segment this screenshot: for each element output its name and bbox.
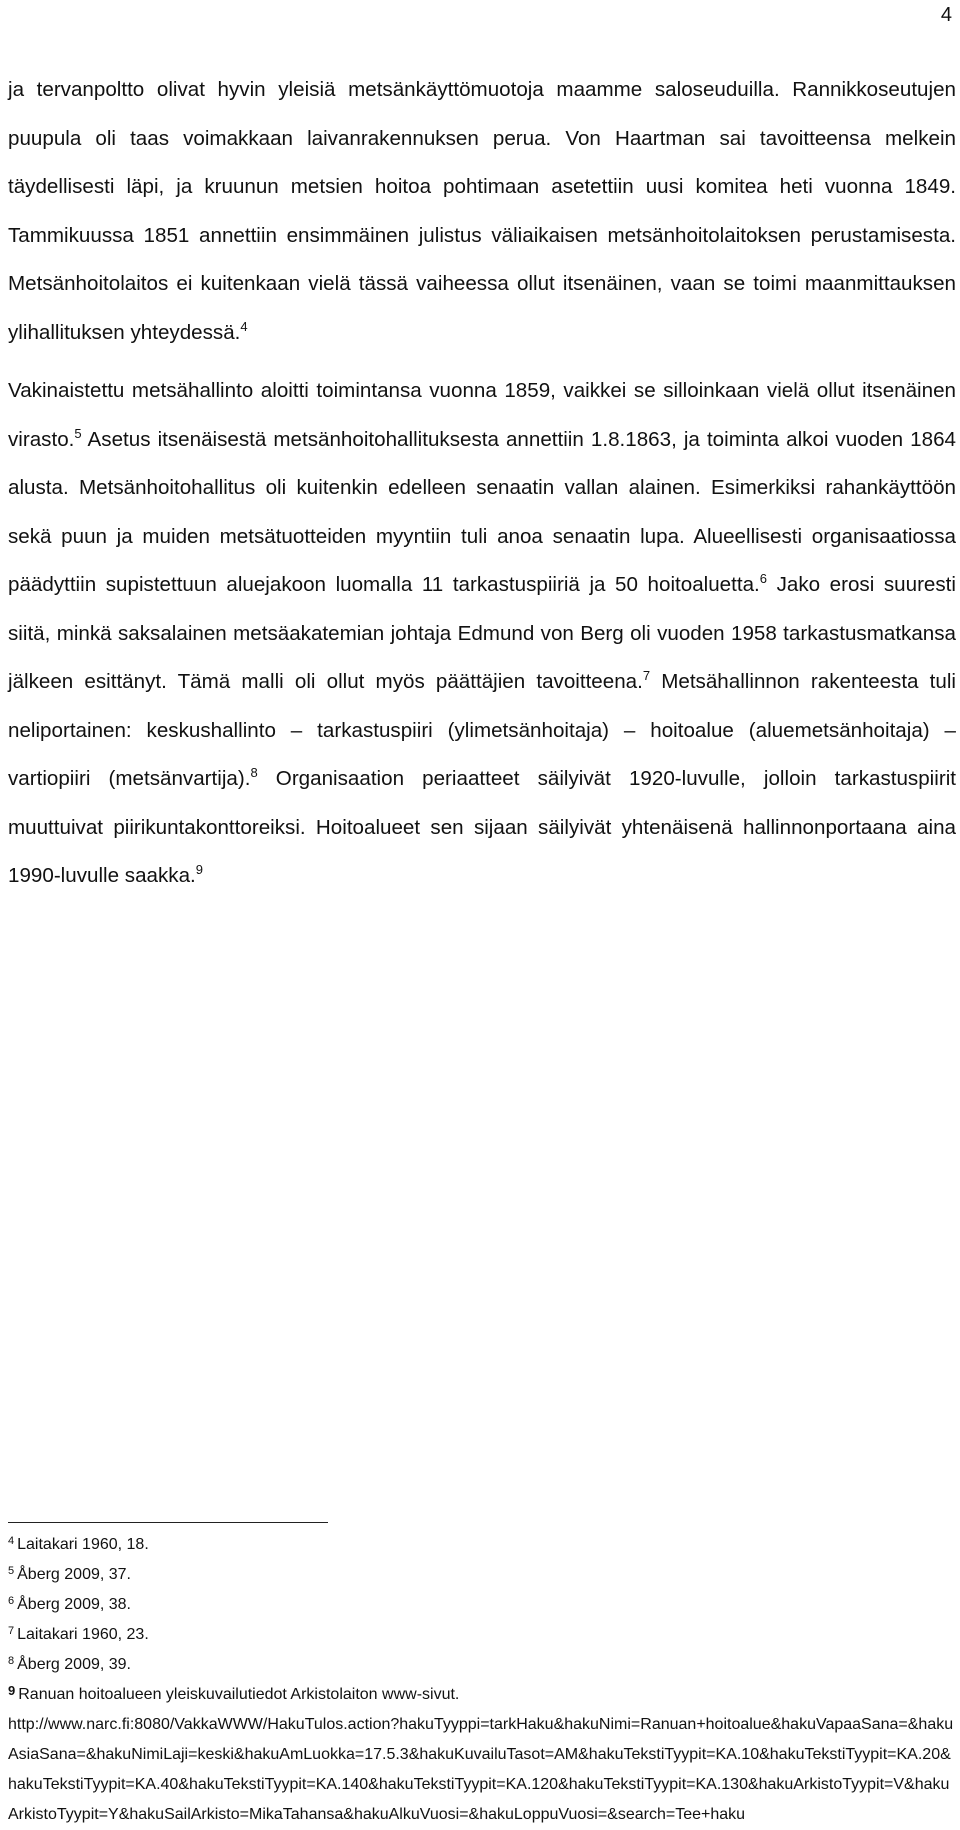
footnote-number: 7 bbox=[8, 1625, 15, 1637]
footnote-text: Laitakari 1960, 18. bbox=[17, 1536, 149, 1553]
footnote-text: Laitakari 1960, 23. bbox=[17, 1626, 149, 1643]
footnote-reference[interactable]: 5 bbox=[74, 425, 82, 441]
page-number: 4 bbox=[940, 4, 952, 26]
footnote-number: 4 bbox=[8, 1535, 15, 1547]
paragraph-text: Metsähallinnon rakenteesta tuli neliportainen: keskushallinto – tarkastuspiiri (ylimetsänhoitaja) – hoitoalue (aluemetsänhoitaja) – vartiopiiri (metsänvartija). bbox=[8, 670, 956, 790]
footnote-reference[interactable]: 4 bbox=[240, 318, 248, 334]
footnote-reference[interactable]: 6 bbox=[759, 571, 767, 586]
paragraph bbox=[8, 66, 956, 357]
footnote-text: Åberg 2009, 39. bbox=[17, 1656, 131, 1673]
footnote-number: 9 bbox=[8, 1683, 16, 1698]
footnote-number: 5 bbox=[8, 1565, 15, 1577]
footnotes bbox=[8, 1530, 956, 1830]
footnote-text: Ranuan hoitoalueen yleiskuvailutiedot Arkistolaiton www-sivut. bbox=[18, 1686, 460, 1703]
body-text bbox=[8, 66, 956, 901]
footnote-item bbox=[8, 1680, 956, 1710]
footnote-text: Åberg 2009, 37. bbox=[17, 1566, 131, 1583]
footnote-reference[interactable]: 7 bbox=[642, 668, 651, 683]
footnote-item bbox=[8, 1530, 956, 1560]
paragraph-text: Vakinaistettu metsähallinto aloitti toimintansa vuonna 1859, vaikkei se silloinkaan vielä ollut itsenäinen virasto. bbox=[8, 379, 956, 451]
footnote-reference[interactable]: 8 bbox=[250, 765, 258, 780]
footnote-number: 6 bbox=[8, 1595, 15, 1607]
footnote-divider bbox=[8, 1522, 328, 1523]
footnote-number: 8 bbox=[8, 1655, 15, 1667]
footnote-list bbox=[8, 1530, 956, 1710]
paragraph-text: ja tervanpoltto olivat hyvin yleisiä metsänkäyttömuotoja maamme saloseuduilla. Rannikkoseutujen puupula oli taas voimakkaan laivanrakennuksen perua. Von Haartman sai tavoitteensa melkein täydellisesti läpi, ja kruunun metsien hoitoa pohtimaan asetettiin uusi komitea heti vuonna 1849. Tammikuussa 1851 annettiin ensimmäinen julistus väliaikaisen metsänhoitolaitoksen perustamisesta. Metsänhoitolaitos ei kuitenkaan vielä tässä vaiheessa ollut itsenäinen, vaan se toimi maanmittauksen ylihallituksen yhteydessä. bbox=[8, 78, 956, 344]
footnote-item bbox=[8, 1650, 956, 1680]
paragraph-text: Jako erosi suuresti siitä, minkä saksalainen metsäakatemian johtaja Edmund von Berg oli vuoden 1958 tarkastusmatkansa jälkeen esittänyt. Tämä malli oli ollut myös päättäjien tavoitteena. bbox=[8, 573, 956, 693]
footnote-url[interactable]: http://www.narc.fi:8080/VakkaWWW/HakuTulos.action?hakuTyyppi=tarkHaku&hakuNimi=Ranuan+hoitoalue&hakuVapaaSana=&hakuAsiaSana=&hakuNimiLaji=keski&hakuAmLuokka=17.5.3&hakuKuvailuTasot=AM&hakuTekstiTyypit=KA.10&hakuTekstiTyypit=KA.20&hakuTekstiTyypit=KA.40&hakuTekstiTyypit=KA.140&hakuTekstiTyypit=KA.120&hakuTekstiTyypit=KA.130&hakuArkistoTyypit=V&hakuArkistoTyypit=Y&hakuSailArkisto=MikaTahansa&hakuAlkuVuosi=&hakuLoppuVuosi=&search=Tee+haku bbox=[8, 1716, 954, 1823]
footnote-item bbox=[8, 1620, 956, 1650]
footnote-text: Åberg 2009, 38. bbox=[17, 1596, 131, 1613]
paragraph-text: Asetus itsenäisestä metsänhoitohallituksesta annettiin 1.8.1863, ja toiminta alkoi vuoden 1864 alusta. Metsänhoitohallitus oli kuitenkin edelleen senaatin vallan alainen. Esimerkiksi rahankäyttöön sekä puun ja muiden metsätuotteiden myyntiin tuli anoa senaatin lupa. Alueellisesti organisaatiossa päädyttiin supistettuun aluejakoon luomalla 11 tarkastuspiiriä ja 50 hoitoaluetta. bbox=[8, 427, 956, 596]
paragraph-text: Organisaation periaatteet säilyivät 1920-luvulle, jolloin tarkastuspiirit muuttuivat piirikuntakonttoreiksi. Hoitoalueet sen sijaan säilyivät yhtenäisenä hallinnonportaana aina 1990-luvulle saakka. bbox=[8, 767, 956, 887]
footnote-item bbox=[8, 1560, 956, 1590]
paragraph bbox=[8, 367, 956, 901]
footnote-reference[interactable]: 9 bbox=[195, 862, 203, 877]
footnote-item bbox=[8, 1590, 956, 1620]
